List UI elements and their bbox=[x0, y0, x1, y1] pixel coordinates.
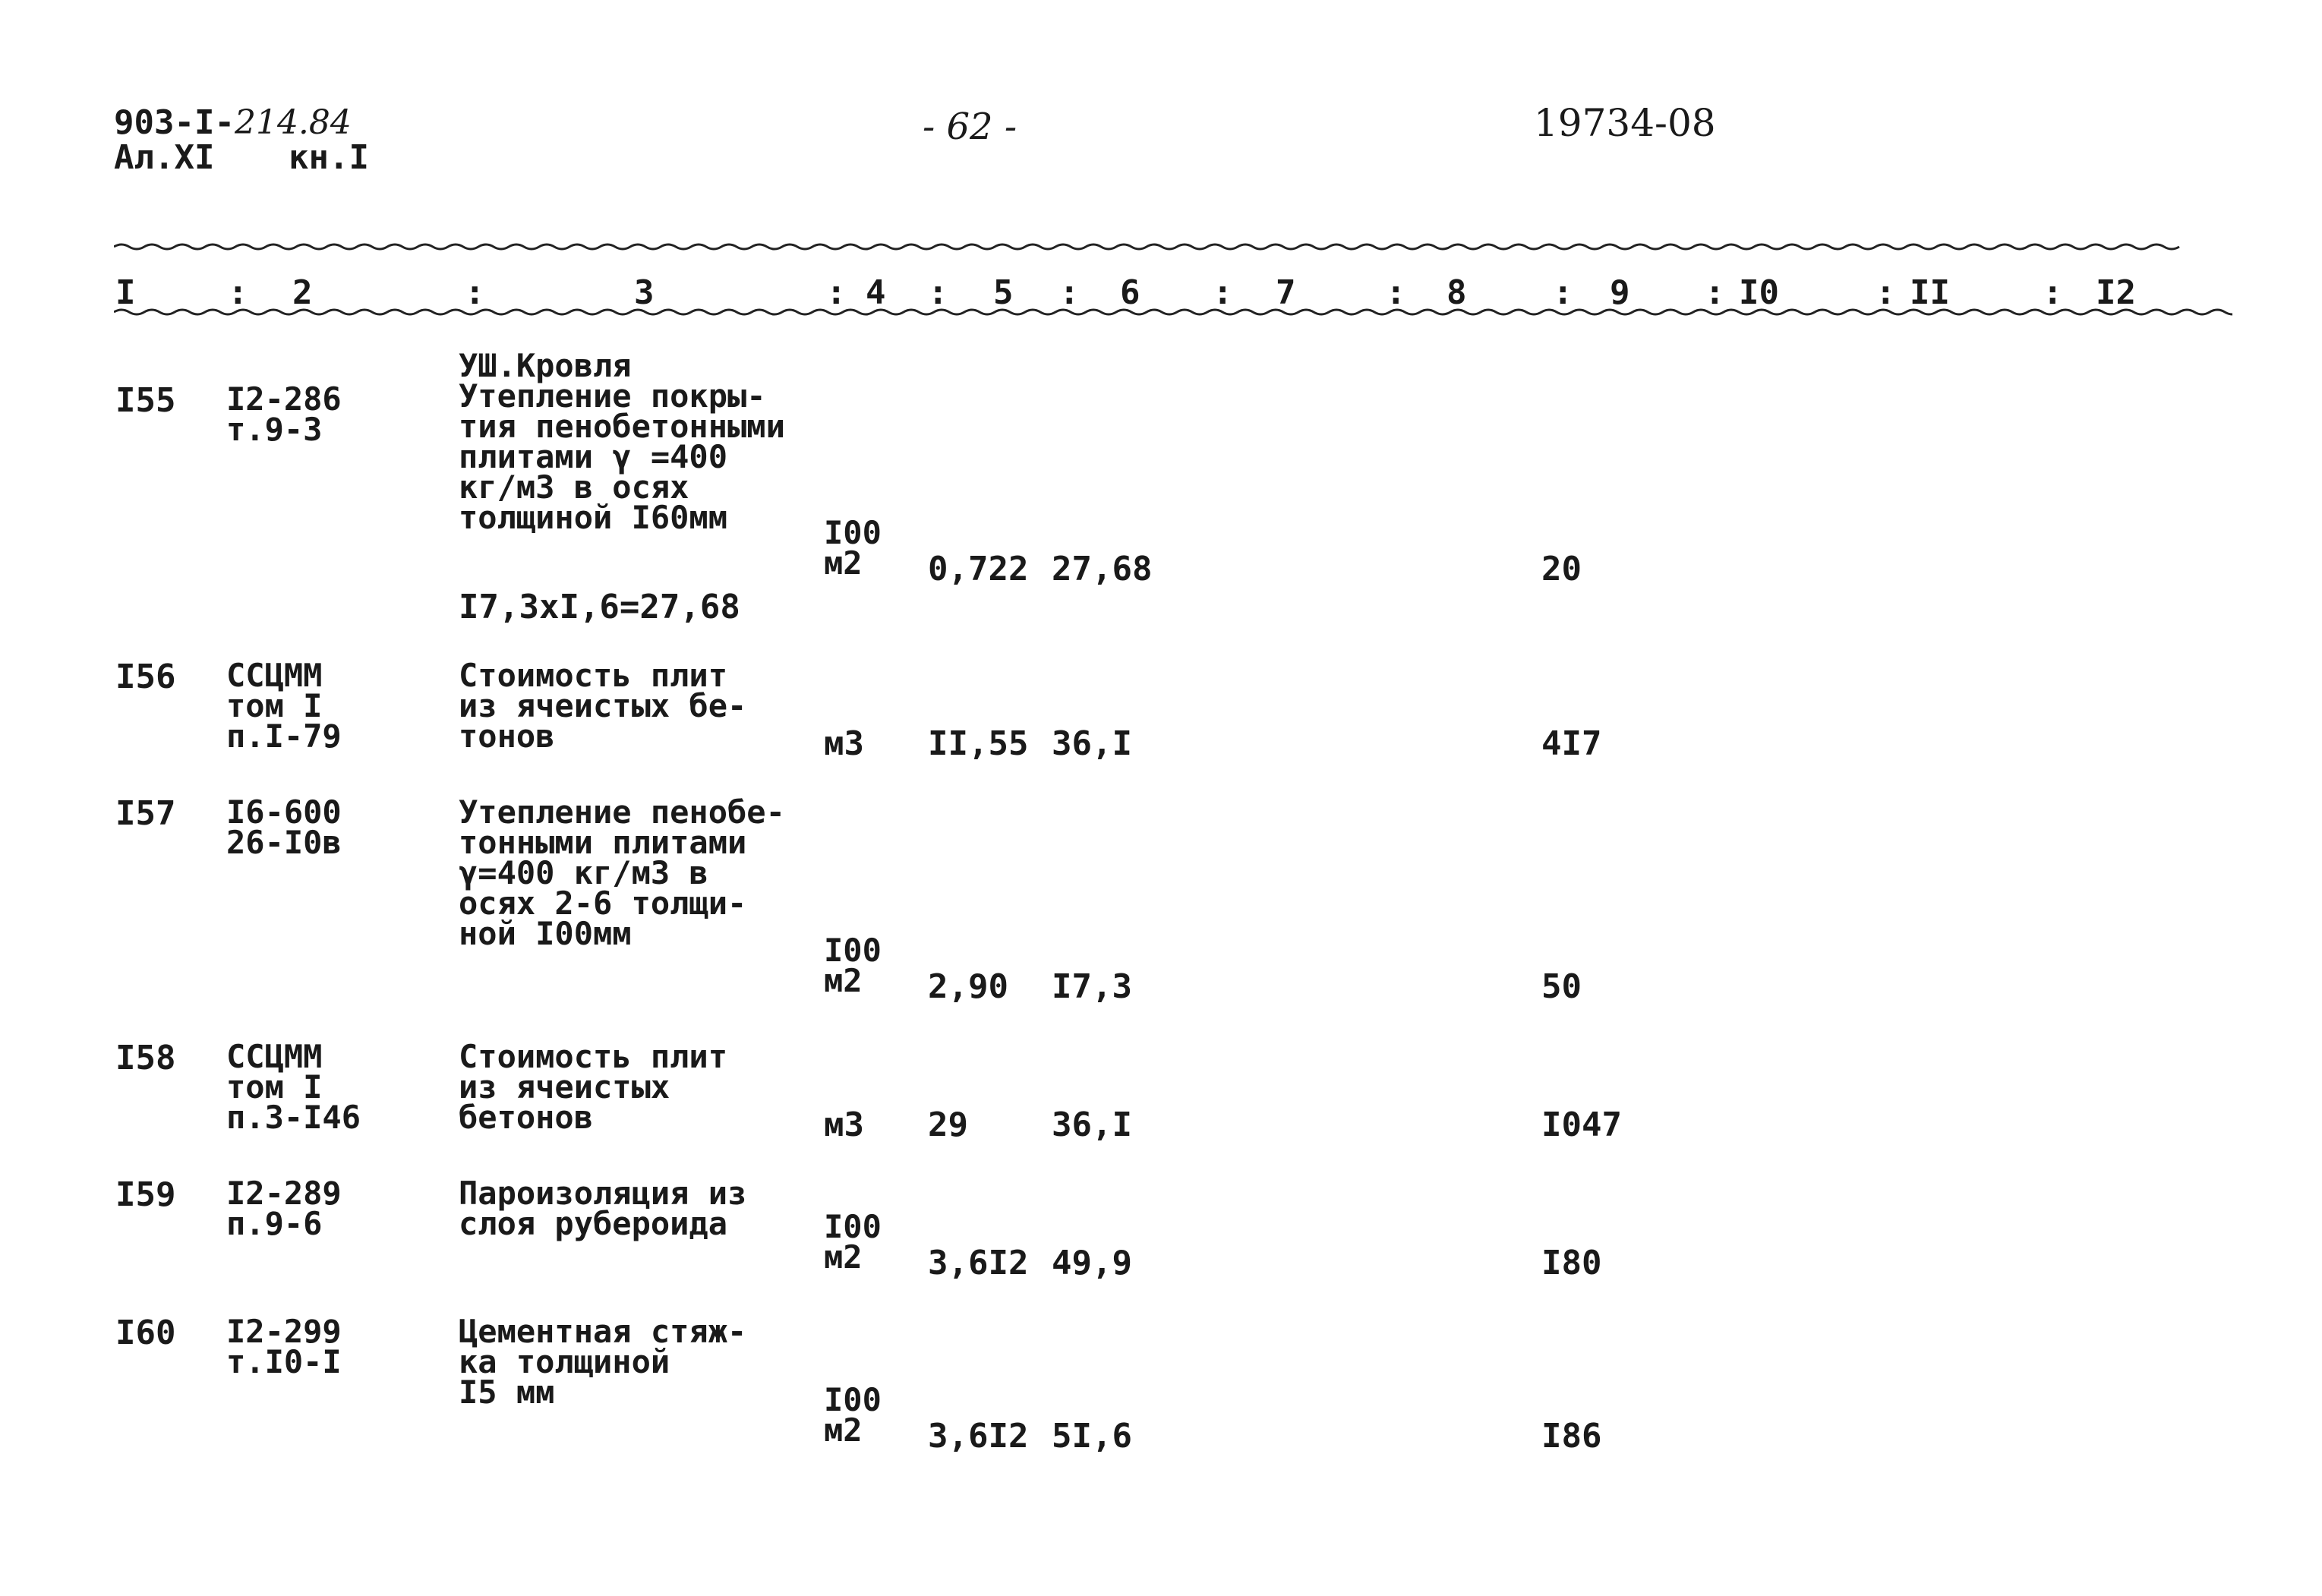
row-description: Стоимость плит из ячеистых бетонов bbox=[459, 1038, 728, 1136]
row-number: I55 bbox=[115, 381, 176, 420]
document-code-handwritten: 214.84 bbox=[234, 103, 352, 142]
row-code: ССЦММ том I п.I-79 bbox=[226, 657, 342, 755]
row-description: Пароизоляция из слоя рубероида bbox=[459, 1175, 747, 1242]
row-code: ССЦММ том I п.3-I46 bbox=[226, 1038, 361, 1136]
column-separator: : bbox=[1059, 273, 1080, 312]
row-number: I57 bbox=[115, 794, 176, 833]
row-unit: м3 bbox=[824, 1106, 864, 1144]
row-unit: I00 м2 bbox=[824, 1208, 882, 1276]
row-unit: I00 м2 bbox=[824, 1381, 882, 1449]
row-price: 29 bbox=[928, 1106, 968, 1144]
row-quantity: 49,9 bbox=[1052, 1244, 1132, 1282]
row-code: I2-299 т.I0-I bbox=[226, 1313, 342, 1380]
column-separator: : bbox=[1553, 273, 1573, 312]
column-number: 5 bbox=[993, 273, 1014, 312]
row-price: 0,722 bbox=[928, 550, 1029, 588]
column-number: 4 bbox=[866, 273, 886, 312]
book-label: кн.I bbox=[289, 138, 369, 177]
column-separator: : bbox=[465, 273, 485, 312]
row-unit: м3 bbox=[824, 724, 864, 763]
row-code: I6-600 26-I0в bbox=[226, 793, 342, 861]
row-description: Утепление пенобе- тонными плитами γ=400 кг/м3 в осях 2-6 толщи- ной I00мм bbox=[459, 793, 785, 952]
archive-number: 19734-08 bbox=[1534, 101, 1716, 145]
column-separator: : bbox=[1876, 273, 1896, 312]
row-total: I80 bbox=[1541, 1244, 1602, 1282]
row-code: I2-286 т.9-3 bbox=[226, 380, 342, 448]
row-price: II,55 bbox=[928, 724, 1029, 763]
row-total: I86 bbox=[1541, 1417, 1602, 1456]
column-number: 2 bbox=[292, 273, 313, 312]
row-price: 2,90 bbox=[928, 967, 1008, 1006]
row-total: I047 bbox=[1541, 1106, 1622, 1144]
column-number: I0 bbox=[1739, 273, 1779, 312]
page-number: - 62 - bbox=[923, 106, 1017, 148]
row-description: Цементная стяж- ка толщиной I5 мм bbox=[459, 1313, 747, 1411]
header-wavy-rule bbox=[114, 307, 2232, 317]
row-price: 3,6I2 bbox=[928, 1244, 1029, 1282]
row-total: 50 bbox=[1541, 967, 1582, 1006]
row-description: УШ.Кровля Утепление покры- тия пенобетонными плитами γ =400 кг/м3 в осях толщиной I60мм bbox=[459, 347, 785, 536]
row-unit: I00 м2 bbox=[824, 514, 882, 582]
column-separator: : bbox=[826, 273, 847, 312]
album-label: Ал.XI bbox=[114, 138, 215, 177]
row-quantity: 5I,6 bbox=[1052, 1417, 1132, 1456]
column-separator: : bbox=[1213, 273, 1233, 312]
column-number: 6 bbox=[1120, 273, 1140, 312]
column-number: 8 bbox=[1447, 273, 1467, 312]
row-number: I59 bbox=[115, 1175, 176, 1214]
column-separator: : bbox=[228, 273, 248, 312]
column-number: 9 bbox=[1610, 273, 1630, 312]
column-number: I bbox=[115, 273, 136, 312]
row-total: 20 bbox=[1541, 550, 1582, 588]
row-number: I58 bbox=[115, 1039, 176, 1077]
column-number: I2 bbox=[2096, 273, 2136, 312]
column-number: II bbox=[1910, 273, 1950, 312]
row-number: I60 bbox=[115, 1314, 176, 1352]
column-number: 7 bbox=[1276, 273, 1296, 312]
column-separator: : bbox=[1705, 273, 1725, 312]
row-quantity: 36,I bbox=[1052, 1106, 1132, 1144]
row-formula: I7,3xI,6=27,68 bbox=[459, 588, 740, 626]
document-code-printed: 903-I- bbox=[114, 103, 235, 142]
column-separator: : bbox=[1386, 273, 1406, 312]
row-quantity: 27,68 bbox=[1052, 550, 1153, 588]
row-unit: I00 м2 bbox=[824, 932, 882, 999]
document-code bbox=[114, 103, 352, 142]
row-number: I56 bbox=[115, 658, 176, 696]
column-separator: : bbox=[928, 273, 948, 312]
row-description: Стоимость плит из ячеистых бе- тонов bbox=[459, 657, 747, 755]
row-code: I2-289 п.9-6 bbox=[226, 1175, 342, 1242]
top-wavy-rule bbox=[114, 241, 2232, 252]
row-total: 4I7 bbox=[1541, 724, 1602, 763]
column-number: 3 bbox=[634, 273, 655, 312]
row-quantity: 36,I bbox=[1052, 724, 1132, 763]
row-price: 3,6I2 bbox=[928, 1417, 1029, 1456]
row-quantity: I7,3 bbox=[1052, 967, 1132, 1006]
column-separator: : bbox=[2043, 273, 2063, 312]
